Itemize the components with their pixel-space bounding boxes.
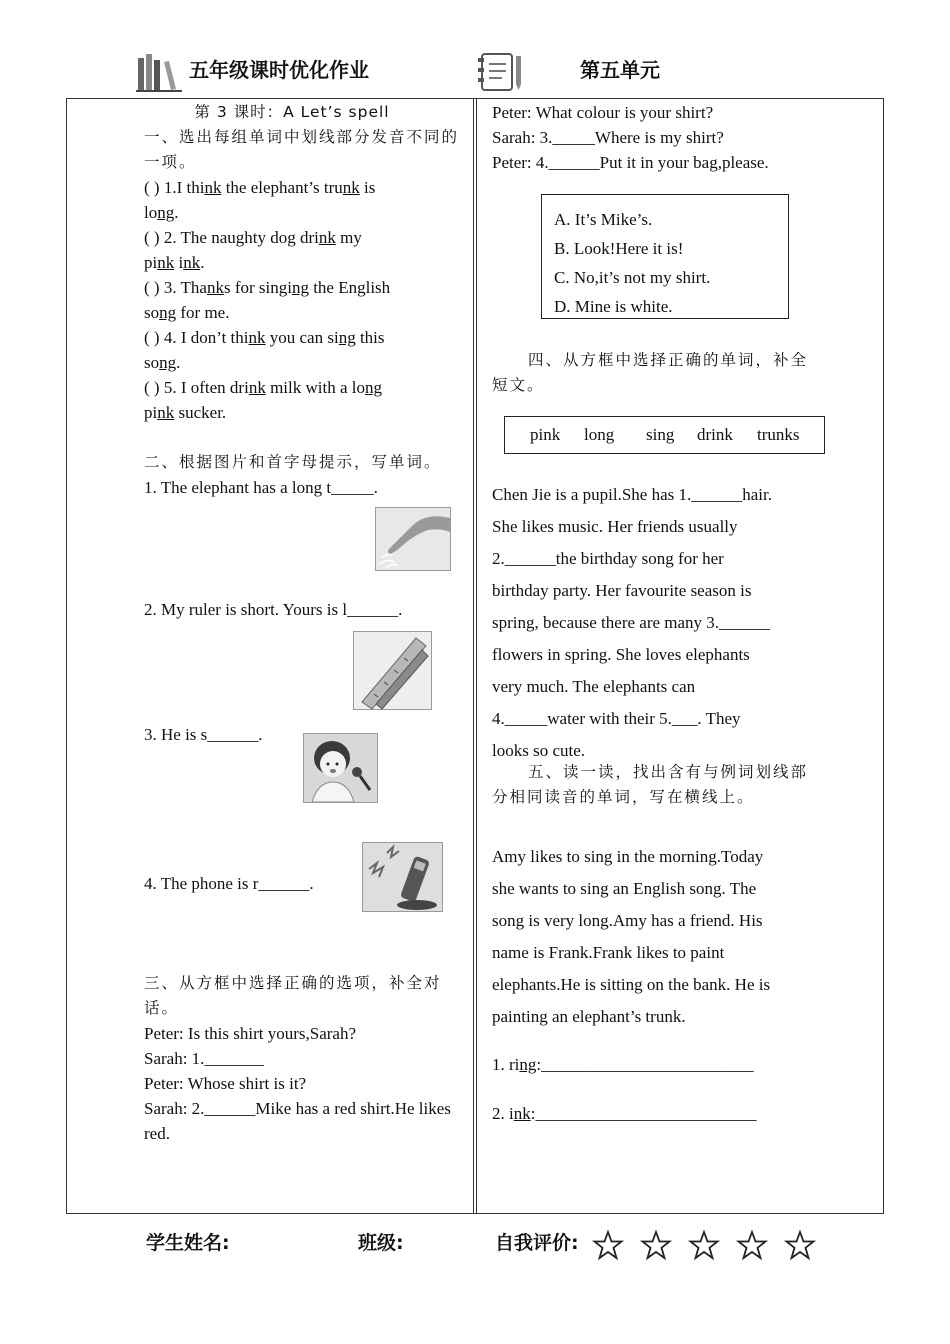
- word-task-4: 4. The phone is r______.: [144, 874, 314, 893]
- word-task-3: 3. He is s______.: [144, 725, 263, 744]
- word-task-2: 2. My ruler is short. Yours is l______.: [144, 600, 403, 619]
- student-name-label: 学生姓名:: [146, 1232, 230, 1254]
- passage-line: 2.______the birthday song for her: [492, 549, 724, 568]
- column-divider: [473, 98, 477, 1214]
- word-bank-item: pink: [530, 425, 561, 444]
- singing-boy-picture: [303, 733, 378, 803]
- question-5-cont: pink sucker.: [144, 403, 227, 422]
- section-4-heading: 四、从方框中选择正确的单词，补全短文。: [492, 351, 809, 394]
- reading-line: elephants.He is sitting on the bank. He is: [492, 975, 771, 994]
- word-bank-item: drink: [697, 425, 733, 444]
- word-task-1: 1. The elephant has a long t_____.: [144, 478, 378, 497]
- unit-title: 第五单元: [580, 58, 660, 82]
- self-evaluation-label: 自我评价:: [495, 1232, 579, 1254]
- option-d: D. Mine is white.: [554, 297, 673, 316]
- word-bank-item: trunks: [757, 425, 800, 444]
- elephant-trunk-picture: [375, 507, 451, 571]
- question-3: ( ) 3. Thanks for singing the English: [144, 278, 391, 297]
- star-icon[interactable]: [739, 1232, 766, 1258]
- dialogue-line-5: Peter: What colour is your shirt?: [492, 103, 714, 122]
- page-title: 五年级课时优化作业: [189, 58, 369, 82]
- section-5-heading: 五、读一读，找出含有与例词划线部分相同读音的单词，写在横线上。: [492, 763, 809, 806]
- section-4-heading-wrap: [492, 348, 822, 398]
- passage-line: flowers in spring. She loves elephants: [492, 645, 750, 664]
- word-bank-item: sing: [646, 425, 675, 444]
- passage-line: very much. The elephants can: [492, 677, 696, 696]
- section-3-heading: 三、从方框中选择正确的选项，补全对话。: [144, 974, 442, 1017]
- question-2: ( ) 2. The naughty dog drink my: [144, 228, 362, 247]
- section-5-heading-wrap: [492, 760, 822, 810]
- options-box: [541, 194, 789, 319]
- reading-line: she wants to sing an English song. The: [492, 879, 757, 898]
- question-4-cont: song.: [144, 353, 181, 372]
- reading-passage: [492, 841, 872, 1033]
- notebook-icon: [476, 50, 524, 94]
- star-icon[interactable]: [787, 1232, 814, 1258]
- passage-line: Chen Jie is a pupil.She has 1.______hair.: [492, 485, 773, 504]
- dialogue-line-7: Peter: 4.______Put it in your bag,please.: [492, 153, 769, 172]
- dialogue-line-3: Peter: Whose shirt is it?: [144, 1074, 307, 1093]
- cloze-passage: [492, 479, 872, 767]
- word-bank-box: [504, 416, 825, 454]
- passage-line: 4._____water with their 5.___. They: [492, 709, 741, 728]
- passage-line: looks so cute.: [492, 741, 586, 760]
- option-b: B. Look!Here it is!: [554, 239, 684, 258]
- question-1-cont: long.: [144, 203, 179, 222]
- lesson-title: 第 3 课时：A Let’s spell: [194, 103, 390, 121]
- star-icon[interactable]: [691, 1232, 718, 1258]
- dialogue-line-6: Sarah: 3._____Where is my shirt?: [492, 128, 724, 147]
- dialogue-line-2: Sarah: 1._______: [144, 1049, 264, 1068]
- reading-line: name is Frank.Frank likes to paint: [492, 943, 725, 962]
- star-icon[interactable]: [595, 1232, 622, 1258]
- question-2-cont: pink ink.: [144, 253, 205, 272]
- answer-line-1[interactable]: 1. ring:_________________________: [492, 1055, 754, 1074]
- ruler-picture: [353, 631, 432, 710]
- dialogue-right: [492, 100, 872, 175]
- question-4: ( ) 4. I don’t think you can sing this: [144, 328, 385, 347]
- books-icon: [136, 52, 182, 92]
- star-icon[interactable]: [643, 1232, 670, 1258]
- question-3-cont: song for me.: [144, 303, 230, 322]
- class-label: 班级:: [358, 1232, 404, 1254]
- passage-line: She likes music. Her friends usually: [492, 517, 738, 536]
- passage-line: spring, because there are many 3.______: [492, 613, 771, 632]
- section-1-heading: 一、选出每组单词中划线部分发音不同的一项。: [144, 128, 460, 171]
- reading-line: Amy likes to sing in the morning.Today: [492, 847, 764, 866]
- reading-line: painting an elephant’s trunk.: [492, 1007, 686, 1026]
- left-column: [144, 100, 464, 500]
- question-1: ( ) 1.I think the elephant’s trunk is: [144, 178, 376, 197]
- reading-line: song is very long.Amy has a friend. His: [492, 911, 763, 930]
- dialogue-line-4: Sarah: 2.______Mike has a red shirt.He likes red.: [144, 1099, 451, 1143]
- dialogue-line-1: Peter: Is this shirt yours,Sarah?: [144, 1024, 356, 1043]
- question-5: ( ) 5. I often drink milk with a long: [144, 378, 382, 397]
- ringing-phone-picture: [362, 842, 443, 912]
- rating-stars: [592, 1228, 822, 1262]
- answer-line-2[interactable]: 2. ink:__________________________: [492, 1104, 757, 1123]
- passage-line: birthday party. Her favourite season is: [492, 581, 752, 600]
- dialogue-left: [144, 971, 460, 1146]
- option-c: C. No,it’s not my shirt.: [554, 268, 711, 287]
- option-a: A. It’s Mike’s.: [554, 210, 653, 229]
- word-bank-item: long: [584, 425, 615, 444]
- page-header: [0, 48, 950, 98]
- section-2-heading: 二、根据图片和首字母提示，写单词。: [144, 453, 442, 471]
